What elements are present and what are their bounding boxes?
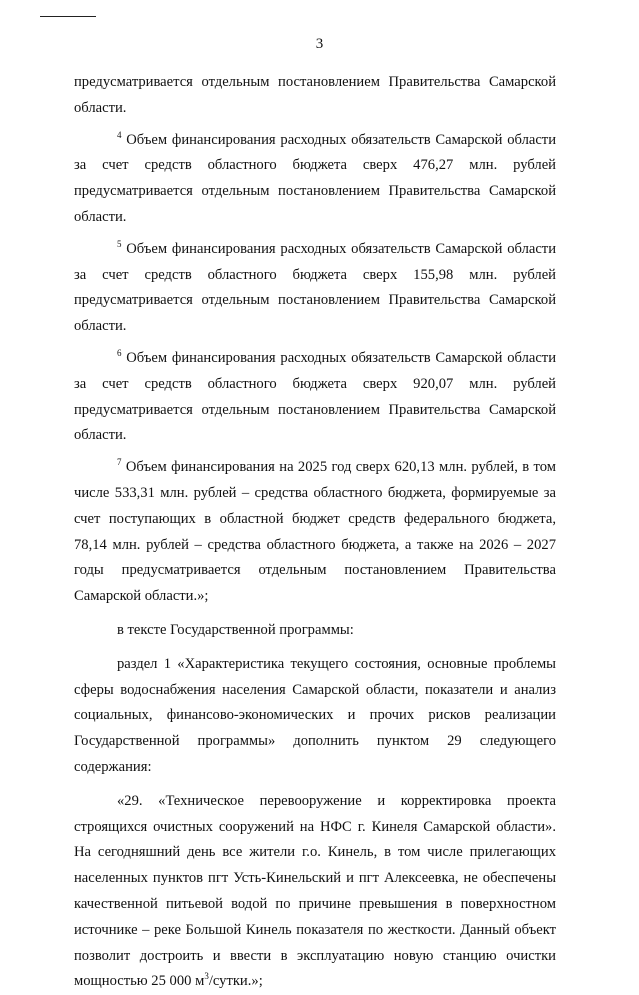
document-body xyxy=(74,70,556,995)
paragraph-text-end: /сутки.»; xyxy=(208,973,263,990)
footnote-5 xyxy=(74,237,556,340)
footnote-text: Объем финансирования расходных обязательств Самарской области за счет средств областного бюджета сверх 155,98 млн. рублей предусматривается отдельным постановлением Правительства Самарской области. xyxy=(74,240,556,335)
paragraph-section-1 xyxy=(74,652,556,781)
footnote-text: Объем финансирования на 2025 год сверх 620,13 млн. рублей, в том числе 533,31 млн. рублей – средства областного бюджета, формируемые за счет поступающих в областной бюджет средств федерального бюджета, 78,14 млн. рублей – средства областного бюджета, а также на 2026 – 2027 годы предусматривается отдельным постановлением Правительства Самарской области.»; xyxy=(74,459,556,605)
footnote-marker: 6 xyxy=(117,347,122,358)
footnote-text: Объем финансирования расходных обязательств Самарской области за счет средств областного бюджета сверх 476,27 млн. рублей предусматривается отдельным постановлением Правительства Самарской области. xyxy=(74,131,556,225)
paragraph-continuation xyxy=(74,70,556,122)
cubic-superscript: 3 xyxy=(204,971,209,982)
paragraph-text: в тексте Государственной программы: xyxy=(117,621,354,638)
footnote-7 xyxy=(74,455,556,610)
footnote-text: Объем финансирования расходных обязательств Самарской области за счет средств областного бюджета сверх 920,07 млн. рублей предусматривается отдельным постановлением Правительства Самарской области. xyxy=(74,349,556,444)
footnote-marker: 5 xyxy=(117,238,122,249)
paragraph-text: раздел 1 «Характеристика текущего состояния, основные проблемы сферы водоснабжения населения Самарской области, показатели и анализ социальных, финансово-экономических и прочих рисков реализации Государственной программы» дополнить пунктом 29 следующего содержания: xyxy=(74,655,556,775)
footnote-marker: 7 xyxy=(117,457,122,468)
footnote-4 xyxy=(74,128,556,231)
footnote-marker: 4 xyxy=(117,129,122,140)
page-number: 3 xyxy=(315,36,324,52)
footnote-6 xyxy=(74,346,556,449)
paragraph-text: «29. «Техническое перевооружение и корректировка проекта строящихся очистных сооружений на НФС г. Кинеля Самарской области». На сегодняшний день все жители г.о. Кинель, в том числе прилегающих населенных пунктов пгт Усть-Кинельский и пгт Алексеевка, не обеспечены качественной питьевой водой по причине превышения в поверхностном источнике – реке Большой Кинель показателя по жесткости. Данный объект позволит достроить и ввести в эксплуатацию новую станцию очистки мощностью 25 000 м xyxy=(74,792,556,990)
top-margin-mark xyxy=(40,16,96,17)
paragraph-text: предусматривается отдельным постановлением Правительства Самарской области. xyxy=(74,74,556,116)
paragraph-program-text xyxy=(74,618,556,644)
paragraph-item-29 xyxy=(74,789,556,995)
